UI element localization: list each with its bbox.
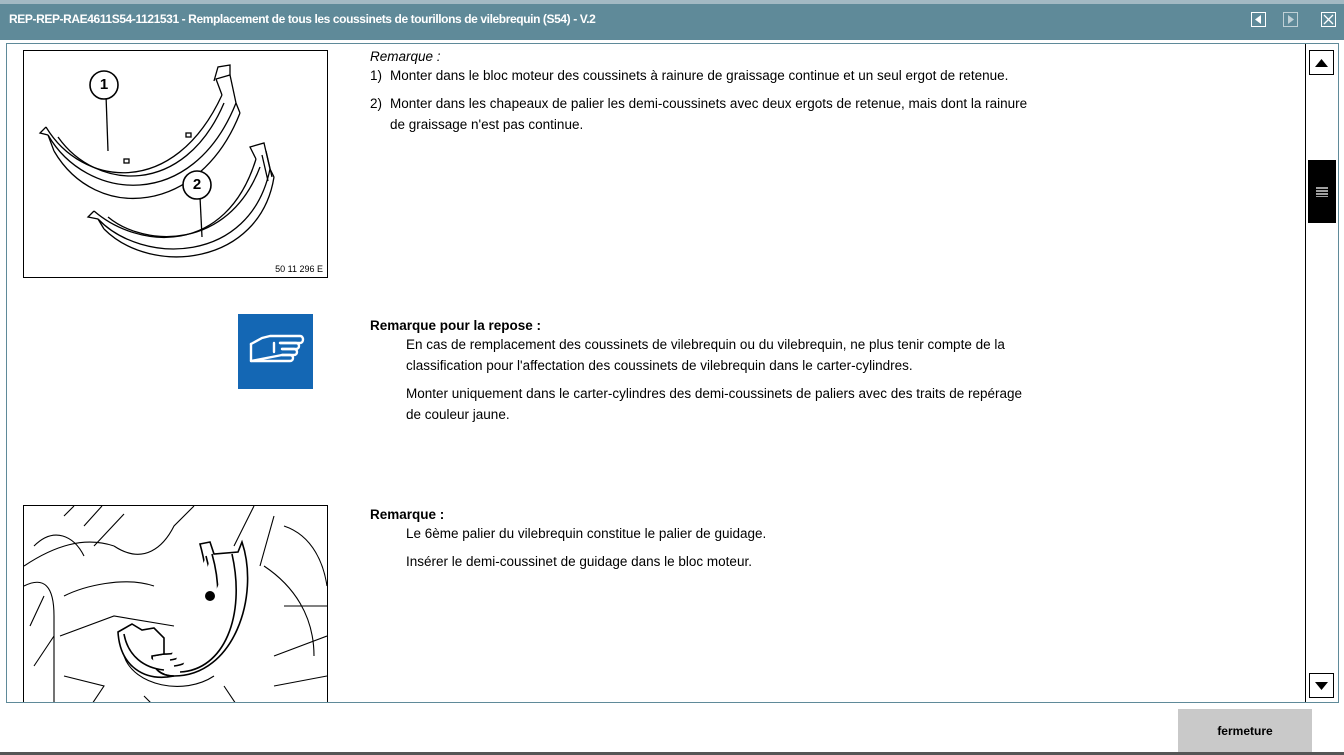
scroll-down-icon (1315, 682, 1328, 690)
section-2-heading: Remarque pour la repose : (370, 318, 542, 333)
paragraph: En cas de remplacement des coussinets de vilebrequin ou du vilebrequin, ne plus tenir compte de la classification pour l'affectation des coussinets de vilebrequin dans le carter-cylindres. (406, 337, 1005, 373)
list-item-number: 2) (370, 96, 383, 111)
bearing-shells-figure (23, 50, 328, 278)
list-item-text: Monter dans les chapeaux de palier les demi-coussinets avec deux ergots de retenue, mais dont la rainure de graissage n'est pas continue. (390, 96, 1028, 132)
paragraph: Monter uniquement dans le carter-cylindres des demi-coussinets de paliers avec des traits de repérage de couleur jaune. (406, 386, 1023, 422)
paragraph: Le 6ème palier du vilebrequin constitue le palier de guidage. (406, 526, 767, 541)
callout-1: 1 (99, 76, 109, 93)
scroll-down-button[interactable] (1309, 673, 1334, 698)
bearing-shells-illustration (24, 51, 327, 277)
close-window-button[interactable] (1321, 12, 1336, 27)
scroll-thumb[interactable] (1308, 160, 1336, 223)
document-pane (6, 43, 1339, 703)
note-section-1 (370, 49, 1030, 135)
section-1-heading: Remarque : (370, 49, 441, 64)
vertical-scrollbar[interactable] (1305, 44, 1338, 702)
guide-bearing-illustration (24, 506, 327, 703)
note-section-2 (370, 318, 1030, 425)
paragraph: Insérer le demi-coussinet de guidage dans le bloc moteur. (406, 554, 752, 569)
list-item (370, 93, 1030, 135)
scroll-up-button[interactable] (1309, 50, 1334, 75)
next-page-button[interactable] (1283, 12, 1298, 27)
figure-code: 50 11 296 E (275, 264, 323, 274)
close-window-icon (1323, 14, 1334, 25)
prev-page-icon (1254, 15, 1263, 24)
scroll-grip-icon (1316, 187, 1328, 197)
note-section-3 (370, 507, 1030, 572)
next-page-icon (1286, 15, 1295, 24)
list-item (370, 65, 1030, 86)
callout-2: 2 (192, 176, 202, 193)
pointing-hand-icon (238, 314, 313, 389)
close-button[interactable]: fermeture (1178, 709, 1312, 753)
scroll-up-icon (1315, 59, 1328, 67)
window-title: REP-REP-RAE4611S54-1121531 - Remplacement de tous les coussinets de tourillons de vilebrequin (S54) - V.2 (9, 12, 596, 26)
title-bar (0, 0, 1344, 40)
section-3-heading: Remarque : (370, 507, 445, 522)
list-item-number: 1) (370, 68, 383, 83)
guide-bearing-figure (23, 505, 328, 703)
prev-page-button[interactable] (1251, 12, 1266, 27)
list-item-text: Monter dans le bloc moteur des coussinets à rainure de graissage continue et un seul ergot de retenue. (390, 68, 1009, 83)
note-icon-tile (238, 314, 313, 389)
